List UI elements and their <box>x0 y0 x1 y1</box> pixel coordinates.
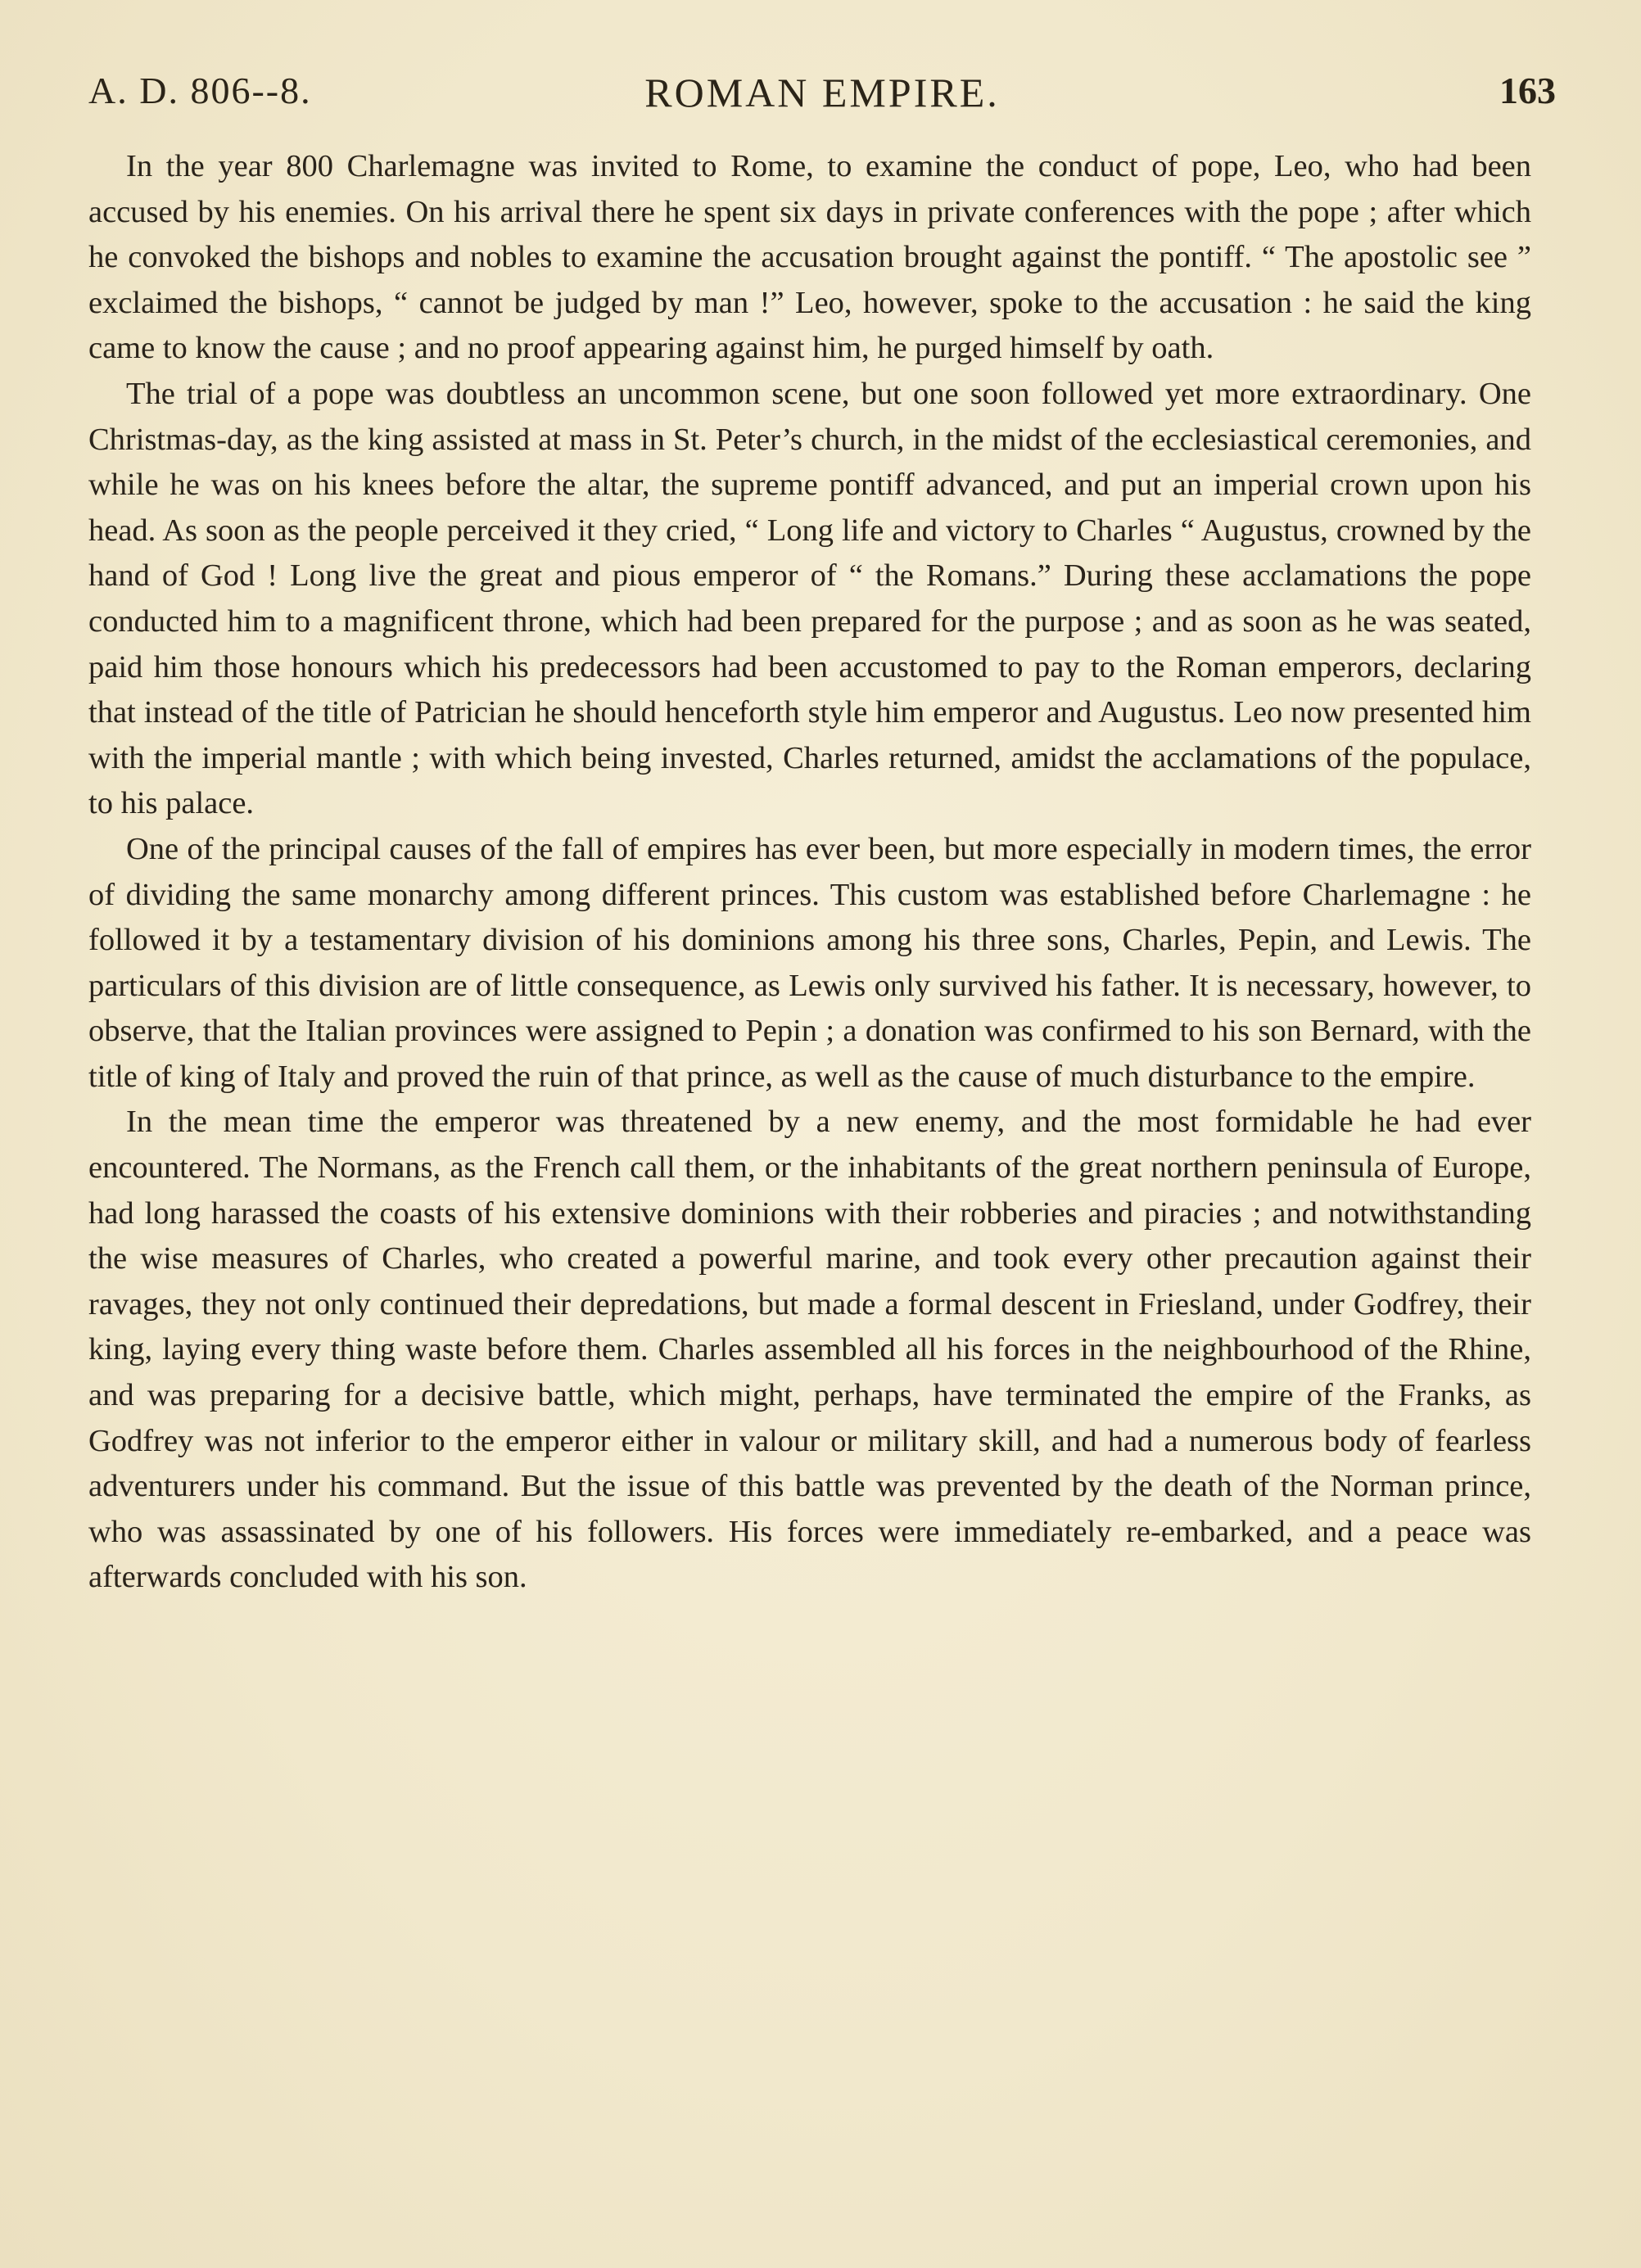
page-number: 163 <box>1499 70 1556 111</box>
paragraph-coronation: The trial of a pope was doubtless an uncommon scene, but one soon followed yet more extraordinary. One Christmas-day, as the king assisted at mass in St. Peter’s church, in the midst of the ecclesiastical ceremonies, and while he was on his knees before the altar, the supreme pontiff advanced, and put an imperial crown upon his head. As soon as the people perceived it they cried, “ Long life and victory to Charles “ Augustus, crowned by the hand of God ! Long live the great and pious emperor of “ the Romans.” During these acclamations the pope conducted him to a magnificent throne, which had been prepared for the purpose ; and as soon as he was seated, paid him those honours which his predecessors had been accustomed to pay to the Roman emperors, declaring that instead of the title of Patrician he should henceforth style him emperor and Augustus. Leo now presented him with the imperial mantle ; with which being invested, Charles returned, amidst the acclamations of the populace, to his palace. <box>88 376 1531 821</box>
header-date-range: A. D. 806--8. <box>88 70 312 111</box>
body-text <box>88 144 1531 1601</box>
running-header <box>88 69 1556 126</box>
header-title: ROMAN EMPIRE. <box>644 70 1000 115</box>
paragraph-normans: In the mean time the emperor was threatened by a new enemy, and the most formidable he had ever encountered. The Normans, as the French call them, or the inhabitants of the great northern peninsula of Europe, had long harassed the coasts of his extensive dominions with their robberies and piracies ; and notwithstanding the wise measures of Charles, who created a powerful marine, and took every other precaution against their ravages, they not only continued their depredations, but made a formal descent in Friesland, under Godfrey, their king, laying every thing waste before them. Charles assembled all his forces in the neighbourhood of the Rhine, and was preparing for a decisive battle, which might, perhaps, have terminated the empire of the Franks, as Godfrey was not inferior to the emperor either in valour or military skill, and had a numerous body of fearless adventurers under his command. But the issue of this battle was prevented by the death of the Norman prince, who was assassinated by one of his followers. His forces were immediately re-embarked, and a peace was afterwards concluded with his son. <box>88 1105 1531 1595</box>
paragraph-charlemagne-rome: In the year 800 Charlemagne was invited to Rome, to examine the conduct of pope, Leo, who had been accused by his enemies. On his arrival there he spent six days in private conferences with the pope ; after which he convoked the bishops and nobles to examine the accusation brought against the pontiff. “ The apostolic see ” exclaimed the bishops, “ cannot be judged by man !” Leo, however, spoke to the accusation : he said the king came to know the cause ; and no proof appearing against him, he purged himself by oath. <box>88 149 1531 366</box>
paragraph-division: One of the principal causes of the fall of empires has ever been, but more especially in modern times, the error of dividing the same monarchy among different princes. This custom was established before Charlemagne : he followed it by a testamentary division of his dominions among his three sons, Charles, Pepin, and Lewis. The particulars of this division are of little consequence, as Lewis only survived his father. It is necessary, however, to observe, that the Italian provinces were assigned to Pepin ; a donation was confirmed to his son Bernard, with the title of king of Italy and proved the ruin of that prince, as well as the cause of much disturbance to the empire. <box>88 831 1531 1094</box>
